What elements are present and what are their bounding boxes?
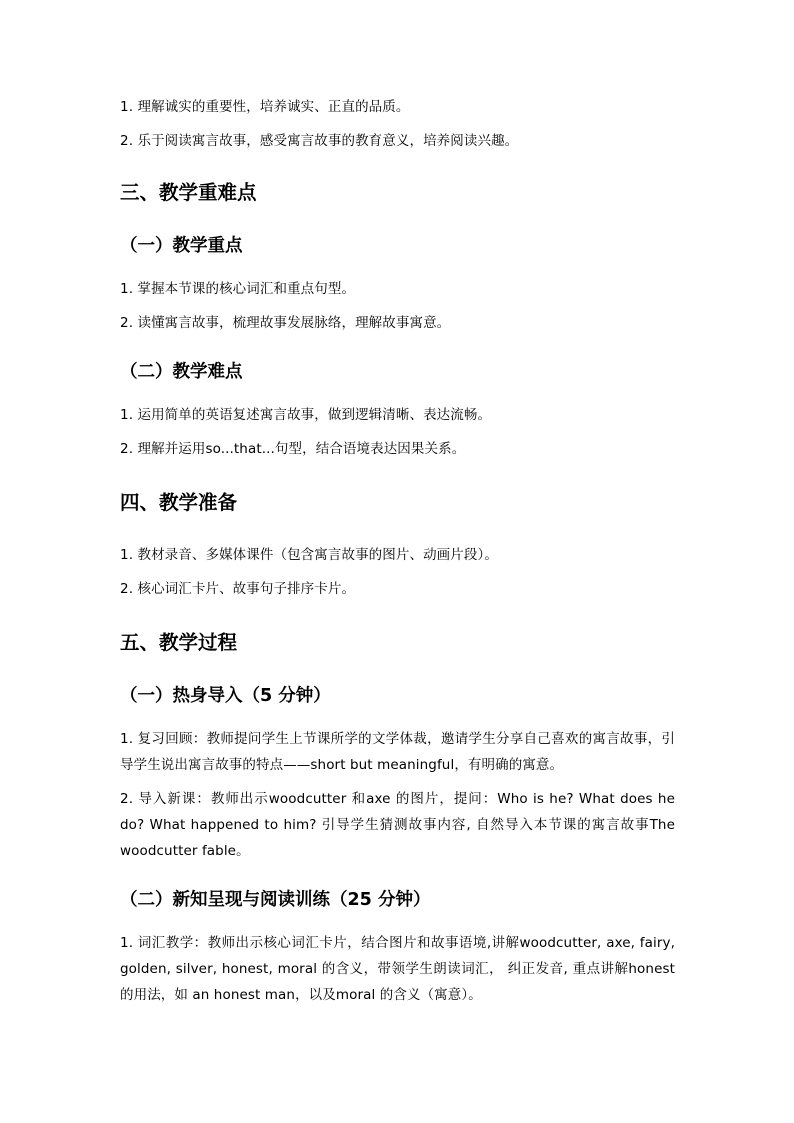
difficulty-item-1: 1. 运用简单的英语复述寓言故事，做到逻辑清晰、表达流畅。 (120, 407, 492, 423)
subsection-heading-focus: （一）教学重点 (120, 236, 243, 256)
presentation-item-1: 1. 词汇教学：教师出示核心词汇卡片，结合图片和故事语境,讲解woodcutter, axe, fairy, golden, silver, honest, moral 的含义，带领学生朗读词汇， 纠正发音, 重点讲解honest 的用法，如 an honest man，以及moral 的含义（寓意）。 (120, 935, 675, 1003)
subsection-heading-difficulty: （二）教学难点 (120, 362, 243, 382)
objective-item-2: 2. 乐于阅读寓言故事，感受寓言故事的教育意义，培养阅读兴趣。 (120, 133, 519, 149)
difficulty-item-2: 2. 理解并运用so...that...句型，结合语境表达因果关系。 (120, 441, 466, 457)
objective-item-1: 1. 理解诚实的重要性，培养诚实、正直的品质。 (120, 99, 410, 115)
section-heading-preparation: 四、教学准备 (120, 491, 238, 514)
preparation-item-1: 1. 教材录音、多媒体课件（包含寓言故事的图片、动画片段）。 (120, 547, 498, 563)
focus-item-2: 2. 读懂寓言故事，梳理故事发展脉络，理解故事寓意。 (120, 315, 451, 331)
subsection-heading-presentation: （二）新知呈现与阅读训练（25 分钟） (120, 890, 431, 910)
document-content (120, 94, 675, 1016)
section-heading-key-points: 三、教学重难点 (120, 181, 257, 204)
section-heading-process: 五、教学过程 (120, 631, 238, 654)
warmup-item-2: 2. 导入新课：教师出示woodcutter 和axe 的图片，提问：Who is he? What does he do? What happened to him? 引导学生猜测故事内容, 自然导入本节课的寓言故事The woodcutter fable。 (120, 791, 675, 859)
focus-item-1: 1. 掌握本节课的核心词汇和重点句型。 (120, 281, 356, 297)
warmup-item-1: 1. 复习回顾：教师提问学生上节课所学的文学体裁，邀请学生分享自己喜欢的寓言故事，引导学生说出寓言故事的特点——short but meaningful，有明确的寓意。 (120, 731, 675, 773)
preparation-item-2: 2. 核心词汇卡片、故事句子排序卡片。 (120, 581, 356, 597)
subsection-heading-warmup: （一）热身导入（5 分钟） (120, 686, 331, 706)
